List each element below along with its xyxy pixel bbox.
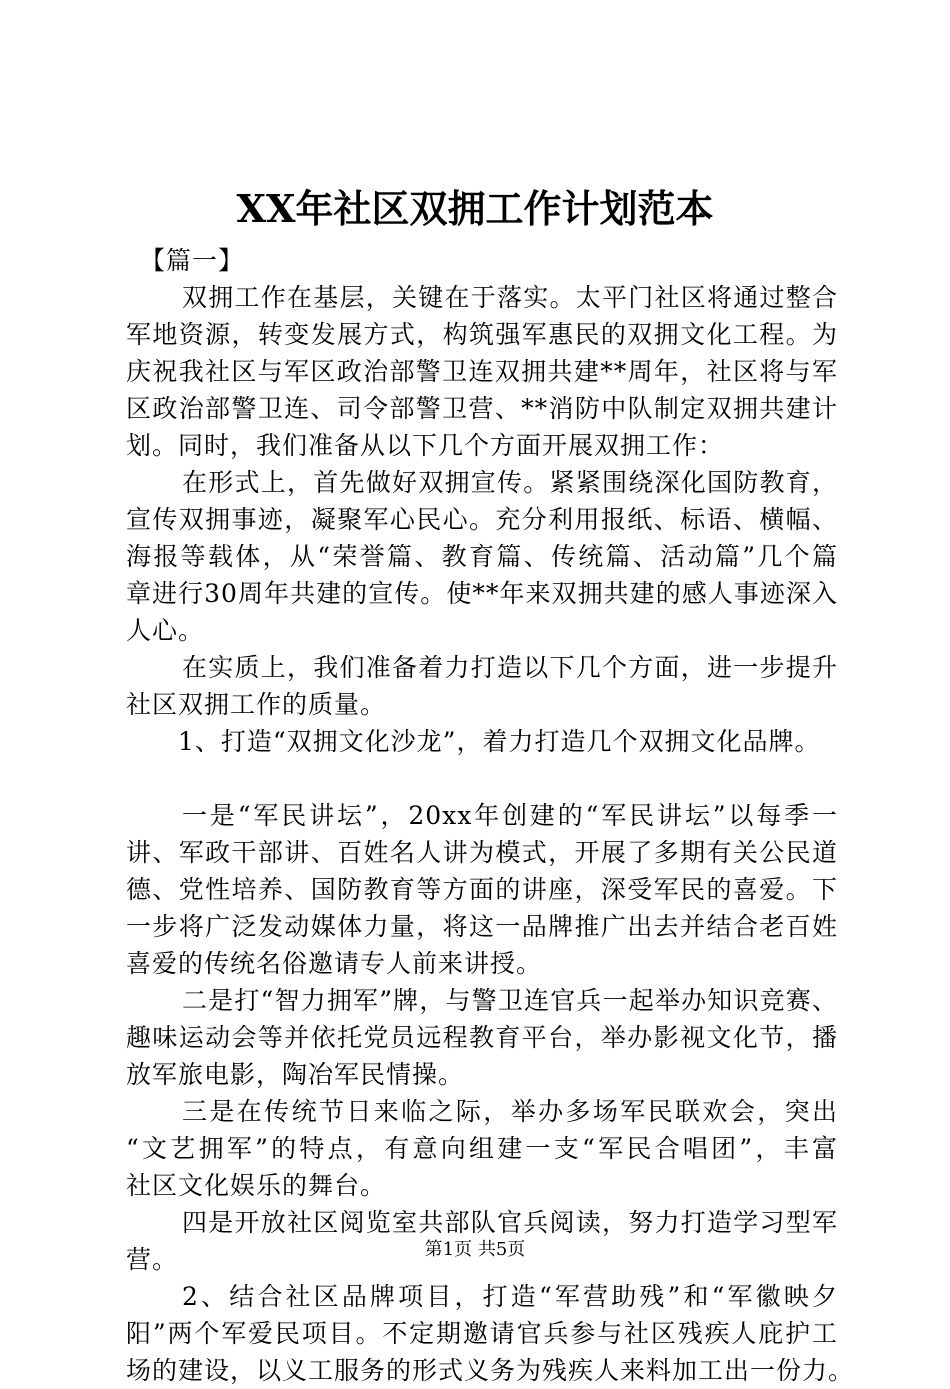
section-heading: 【篇一】 (140, 246, 245, 275)
text-line: 二是打“智力拥军”牌，与警卫连官兵一起举办知识竞赛、 (182, 986, 838, 1015)
blank-line (126, 760, 838, 797)
text-line: 阳”两个军爱民项目。不定期邀请官兵参与社区残疾人庇护工 (126, 1319, 838, 1348)
text-line: 章进行30周年共建的宣传。使**年来双拥共建的感人事迹深入 (126, 579, 838, 608)
text-line: 军地资源，转变发展方式，构筑强军惠民的双拥文化工程。为 (126, 320, 838, 349)
text-line: “文艺拥军”的特点，有意向组建一支“军民合唱团”，丰富 (126, 1134, 838, 1163)
text-line: 讲、军政干部讲、百姓名人讲为模式，开展了多期有关公民道 (126, 838, 838, 867)
text-line: 2、结合社区品牌项目，打造“军营助残”和“军徽映夕 (182, 1282, 838, 1311)
text-line: 放军旅电影，陶冶军民情操。 (126, 1060, 465, 1089)
text-line: 场的建设，以义工服务的形式义务为残疾人来料加工出一份力。 (126, 1356, 855, 1385)
document-title: XX年社区双拥工作计划范本 (236, 186, 714, 231)
text-line: 庆祝我社区与军区政治部警卫连双拥共建**周年，社区将与军 (126, 357, 838, 386)
text-line: 1、打造“双拥文化沙龙”，着力打造几个双拥文化品牌。 (178, 727, 821, 756)
text-line: 三是在传统节日来临之际，举办多场军民联欢会，突出 (182, 1097, 838, 1126)
text-line: 喜爱的传统名俗邀请专人前来讲授。 (126, 949, 543, 978)
text-line: 区政治部警卫连、司令部警卫营、**消防中队制定双拥共建计 (126, 394, 838, 423)
text-line: 四是开放社区阅览室共部队官兵阅读，努力打造学习型军 (182, 1208, 838, 1237)
text-line: 在实质上，我们准备着力打造以下几个方面，进一步提升 (182, 653, 838, 682)
document-body (126, 242, 855, 1389)
text-line: 划。同时，我们准备从以下几个方面开展双拥工作： (126, 431, 725, 460)
text-line: 德、党性培养、国防教育等方面的讲座，深受军民的喜爱。下 (126, 875, 838, 904)
text-line: 宣传双拥事迹，凝聚军心民心。充分利用报纸、标语、横幅、 (126, 505, 838, 534)
text-line: 人心。 (126, 616, 205, 645)
text-line: 一步将广泛发动媒体力量，将这一品牌推广出去并结合老百姓 (126, 912, 838, 941)
text-line: 社区文化娱乐的舞台。 (126, 1171, 387, 1200)
text-line: 营。 (126, 1245, 179, 1274)
text-line: 趣味运动会等并依托党员远程教育平台，举办影视文化节，播 (126, 1023, 838, 1052)
text-line: 在形式上，首先做好双拥宣传。紧紧围绕深化国防教育， (182, 468, 838, 497)
text-line: 双拥工作在基层，关键在于落实。太平门社区将通过整合 (182, 283, 838, 312)
text-line: 社区双拥工作的质量。 (126, 690, 387, 719)
text-line: 一是“军民讲坛”，20xx年创建的“军民讲坛”以每季一 (182, 801, 838, 830)
text-line: 海报等载体，从“荣誉篇、教育篇、传统篇、活动篇”几个篇 (126, 542, 838, 571)
page-footer: 第1页 共5页 (424, 1239, 526, 1260)
